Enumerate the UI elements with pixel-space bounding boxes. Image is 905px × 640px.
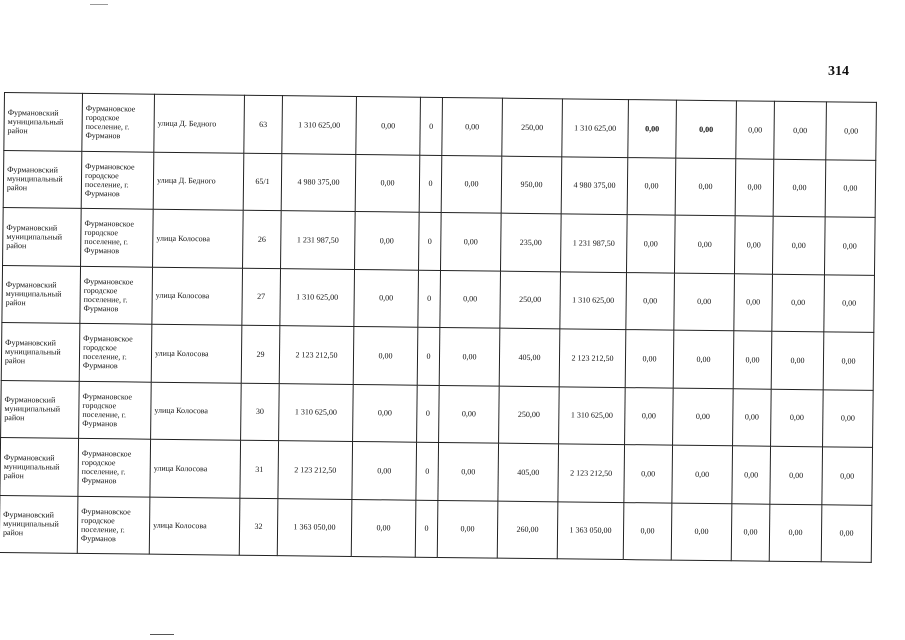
value-cell: 0,00 [354,269,419,327]
table-row [0,437,873,504]
value-cell: 0,00 [733,388,772,446]
value-cell: 0,00 [356,96,421,154]
value-cell: 0,00 [674,215,735,273]
area-cell: 250,00 [500,271,561,329]
house-number-cell: 32 [239,498,278,556]
street-cell: улица Колосова [152,267,243,326]
value-cell: 0,00 [437,500,498,558]
value-cell: 0,00 [671,503,732,561]
value-cell: 0,00 [772,274,825,332]
count-cell: 0 [415,500,438,558]
area-cell: 250,00 [499,386,560,444]
value-cell: 0,00 [676,100,737,158]
total-cost-cell: 2 123 212,50 [279,326,354,384]
total-cost-cell: 1 231 987,50 [281,211,356,269]
table-row [2,265,875,332]
value-cell: 0,00 [625,330,674,388]
value-cell: 0,00 [675,158,736,216]
total-cost-cell: 1 310 625,00 [279,383,354,441]
value-cell: 0,00 [824,217,875,275]
table-body [0,93,876,563]
district-cell: Фурмановский муниципальный район [4,93,83,151]
house-number-cell: 26 [243,210,282,268]
value-cell: 0,00 [674,273,735,331]
value-cell: 0,00 [353,384,418,442]
total-cost-cell: 1 363 050,00 [277,498,352,556]
amount-cell: 1 231 987,50 [561,214,628,272]
count-cell: 0 [416,442,439,500]
scan-mark-bottom [150,634,174,635]
house-number-cell: 30 [241,383,280,441]
count-cell: 0 [418,270,441,328]
count-cell: 0 [420,97,443,155]
value-cell: 0,00 [769,504,822,562]
area-cell: 950,00 [501,156,562,214]
value-cell: 0,00 [439,385,500,443]
table-row [3,207,876,274]
street-cell: улица Д. Бедного [153,152,244,211]
value-cell: 0,00 [823,332,874,390]
area-cell: 250,00 [502,98,563,156]
housing-table [0,92,877,563]
district-cell: Фурмановский муниципальный район [3,150,82,208]
value-cell: 0,00 [627,157,676,215]
value-cell: 0,00 [823,389,874,447]
count-cell: 0 [419,212,442,270]
value-cell: 0,00 [734,273,773,331]
value-cell: 0,00 [822,447,873,505]
settlement-cell: Фурмановское городское поселение, г. Фурманов [80,266,153,324]
house-number-cell: 65/1 [243,153,282,211]
amount-cell: 1 310 625,00 [560,271,627,329]
district-cell: Фурмановский муниципальный район [0,495,78,553]
value-cell: 0,00 [821,504,872,562]
total-cost-cell: 4 980 375,00 [281,153,356,211]
district-cell: Фурмановский муниципальный район [3,207,82,265]
area-cell: 260,00 [497,501,558,559]
settlement-cell: Фурмановское городское поселение, г. Фурманов [82,93,155,151]
value-cell: 0,00 [355,154,420,212]
value-cell: 0,00 [626,272,675,330]
value-cell: 0,00 [731,503,770,561]
value-cell: 0,00 [673,330,734,388]
value-cell: 0,00 [438,442,499,500]
amount-cell: 2 123 212,50 [558,444,625,502]
settlement-cell: Фурмановское городское поселение, г. Фурманов [78,438,151,496]
value-cell: 0,00 [824,274,875,332]
settlement-cell: Фурмановское городское поселение, г. Фурманов [81,208,154,266]
area-cell: 405,00 [499,328,560,386]
value-cell: 0,00 [735,158,774,216]
street-cell: улица Колосова [149,497,240,556]
area-cell: 405,00 [498,443,559,501]
value-cell: 0,00 [826,102,877,160]
count-cell: 0 [417,327,440,385]
district-cell: Фурмановский муниципальный район [2,265,81,323]
value-cell: 0,00 [353,326,418,384]
scan-mark-top [90,4,108,5]
count-cell: 0 [419,155,442,213]
value-cell: 0,00 [442,97,503,155]
table-row [1,380,874,447]
count-cell: 0 [417,385,440,443]
table-row [1,322,874,389]
value-cell: 0,00 [623,502,672,560]
value-cell: 0,00 [673,388,734,446]
district-cell: Фурмановский муниципальный район [1,380,80,438]
value-cell: 0,00 [770,446,823,504]
table-row [0,495,872,562]
amount-cell: 4 980 375,00 [561,156,628,214]
value-cell: 0,00 [733,331,772,389]
house-number-cell: 29 [241,325,280,383]
street-cell: улица Д. Бедного [154,94,245,153]
settlement-cell: Фурмановское городское поселение, г. Фурманов [81,151,154,209]
table-row [4,93,877,160]
value-cell: 0,00 [439,327,500,385]
value-cell: 0,00 [624,445,673,503]
value-cell: 0,00 [626,215,675,273]
value-cell: 0,00 [355,211,420,269]
amount-cell: 1 363 050,00 [557,501,624,559]
value-cell: 0,00 [351,499,416,557]
area-cell: 235,00 [501,213,562,271]
total-cost-cell: 2 123 212,50 [278,441,353,499]
district-cell: Фурмановский муниципальный район [0,437,79,495]
total-cost-cell: 1 310 625,00 [280,268,355,326]
amount-cell: 1 310 625,00 [562,99,629,157]
value-cell: 0,00 [732,446,771,504]
value-cell: 0,00 [773,159,826,217]
value-cell: 0,00 [774,101,827,159]
street-cell: улица Колосова [153,209,244,268]
settlement-cell: Фурмановское городское поселение, г. Фурманов [79,381,152,439]
value-cell: 0,00 [672,445,733,503]
house-number-cell: 27 [242,268,281,326]
value-cell: 0,00 [736,101,775,159]
street-cell: улица Колосова [151,324,242,383]
value-cell: 0,00 [441,155,502,213]
settlement-cell: Фурмановское городское поселение, г. Фурманов [77,496,150,554]
district-cell: Фурмановский муниципальный район [1,322,80,380]
value-cell: 0,00 [440,270,501,328]
value-cell: 0,00 [625,387,674,445]
street-cell: улица Колосова [151,382,242,441]
value-cell: 0,00 [771,389,824,447]
value-cell: 0,00 [352,441,417,499]
house-number-cell: 63 [244,95,283,153]
settlement-cell: Фурмановское городское поселение, г. Фурманов [79,323,152,381]
total-cost-cell: 1 310 625,00 [282,96,357,154]
amount-cell: 1 310 625,00 [559,386,626,444]
value-cell: 0,00 [441,212,502,270]
value-cell: 0,00 [628,100,677,158]
amount-cell: 2 123 212,50 [559,329,626,387]
value-cell: 0,00 [771,331,824,389]
value-cell: 0,00 [734,216,773,274]
house-number-cell: 31 [240,440,279,498]
value-cell: 0,00 [772,216,825,274]
value-cell: 0,00 [825,159,876,217]
street-cell: улица Колосова [150,439,241,498]
table-row [3,150,876,217]
page-number: 314 [828,64,849,79]
